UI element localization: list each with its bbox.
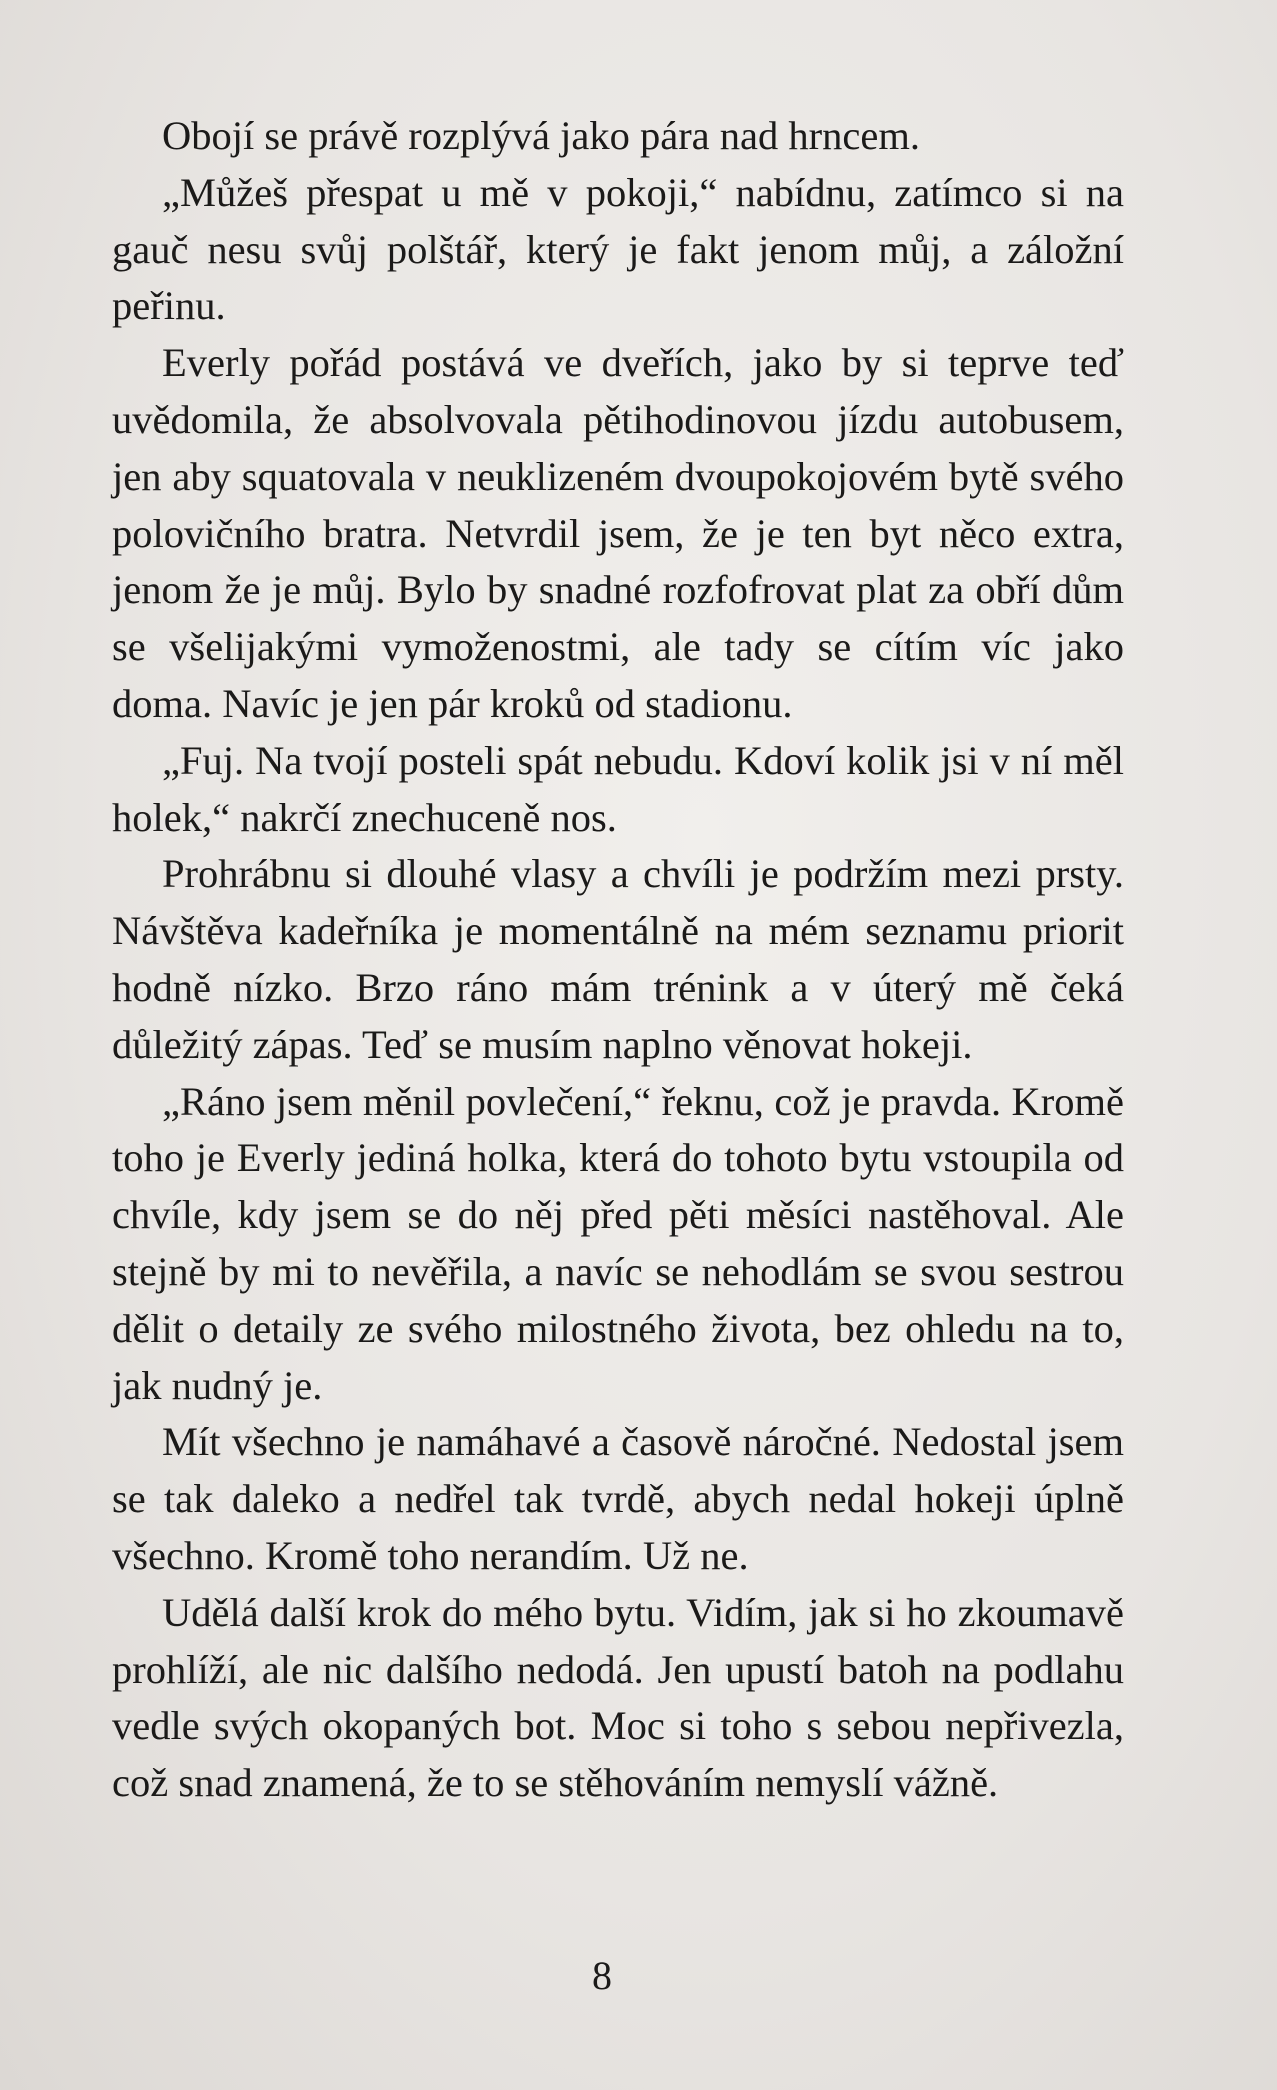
paragraph-1: Obojí se právě rozplývá jako pára nad hrncem. (162, 113, 920, 158)
paragraph-3: Everly pořád postává ve dveřích, jako by si teprve teď uvědomila, že absolvovala pětihodinovou jízdu autobusem, jen aby squatovala v neuklizeném dvoupokojovém bytě svého polovičního bratra. Netvrdil jsem, že je ten byt něco extra, jenom že je můj. Bylo by snadné rozfofrovat plat za obří dům se všelijakými vymoženostmi, ale tady se cítím víc jako doma. Navíc je jen pár kroků od stadionu. (112, 340, 1124, 726)
paragraph-5: Prohrábnu si dlouhé vlasy a chvíli je podržím mezi prsty. Návštěva kadeřníka je momentálně na mém seznamu priorit hodně nízko. Brzo ráno mám trénink a v úterý mě čeká důležitý zápas. Teď se musím naplno věnovat hokeji. (112, 851, 1124, 1067)
paragraph-2: „Můžeš přespat u mě v pokoji,“ nabídnu, zatímco si na gauč nesu svůj polštář, který je fakt jenom můj, a záložní peřinu. (112, 169, 1124, 329)
paragraph-4: „Fuj. Na tvojí posteli spát nebudu. Kdoví kolik jsi v ní měl holek,“ nakrčí znechuceně nos. (112, 737, 1124, 840)
paragraph-8: Udělá další krok do mého bytu. Vidím, jak si ho zkoumavě prohlíží, ale nic dalšího nedodá. Jen upustí batoh na podlahu vedle svých okopaných bot. Moc si toho s sebou nepřivezla, což snad znamená, že to se stěhováním nemyslí vážně. (112, 1589, 1124, 1806)
body-text (112, 108, 1124, 1812)
paragraph-7: Mít všechno je namáhavé a časově náročné. Nedostal jsem se tak daleko a nedřel tak tvrdě, abych nedal hokeji úplně všechno. Kromě toho nerandím. Už ne. (112, 1419, 1124, 1578)
page-number: 8 (592, 1953, 612, 1998)
paragraph-6: „Ráno jsem měnil povlečení,“ řeknu, což je pravda. Kromě toho je Everly jediná holka, která do tohoto bytu vstoupila od chvíle, kdy jsem se do něj před pěti měsíci nastěhoval. Ale stejně by mi to nevěřila, a navíc se nehodlám se svou sestrou dělit o detaily ze svého milostného života, bez ohledu na to, jak nudný je. (112, 1078, 1124, 1408)
